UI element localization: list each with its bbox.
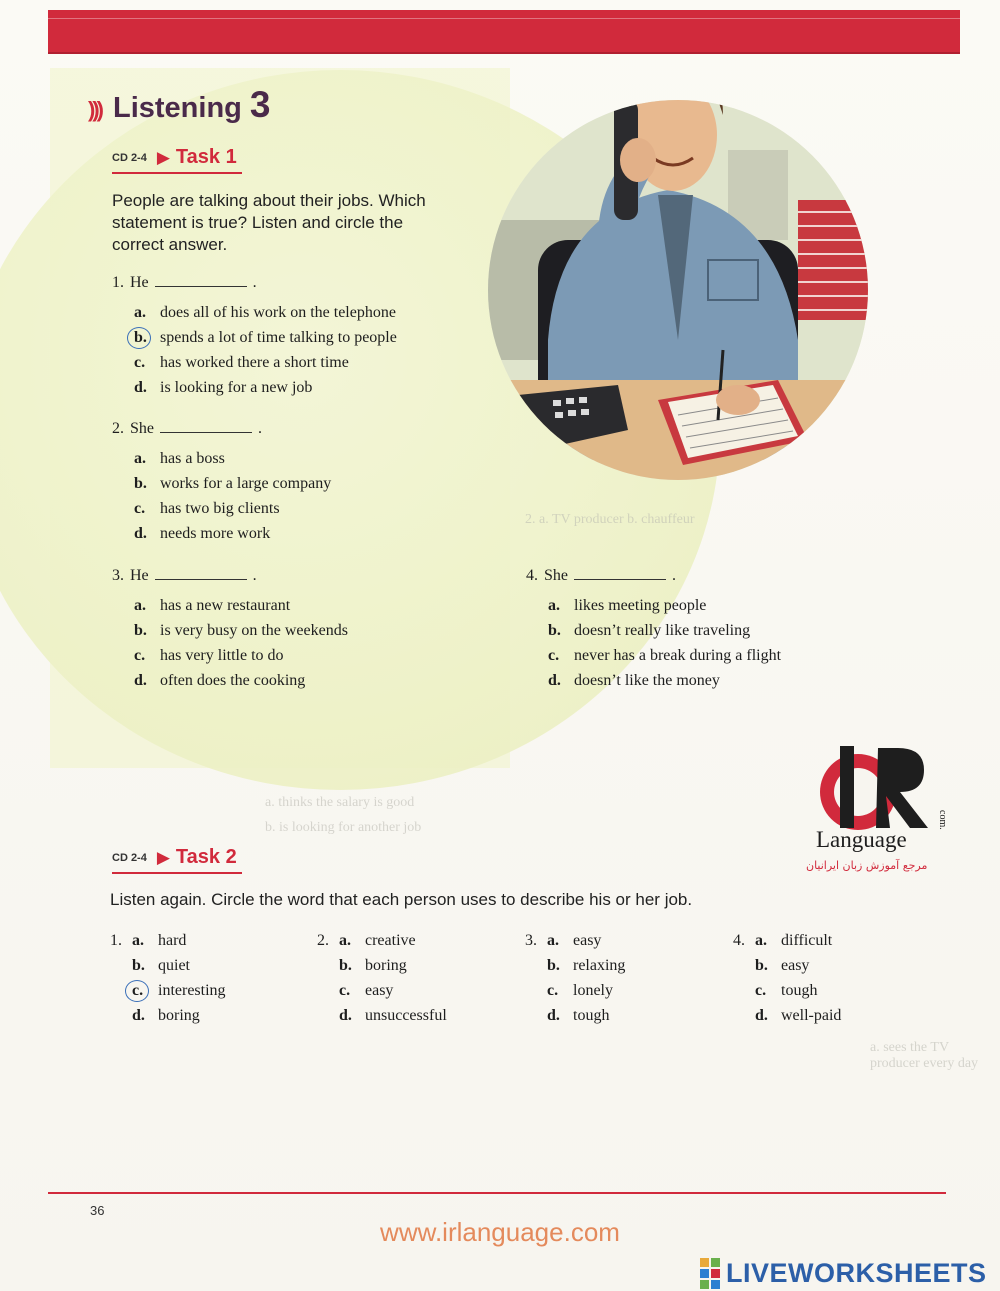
ghost-text-line: a. sees the TV producer every day [870,1040,979,1071]
word-option-1d[interactable] [110,1007,226,1032]
option-text: has a new restaurant [160,597,291,614]
option-letter-circled: b. [134,329,160,347]
option-letter: d. [339,1007,352,1024]
option-letter: a. [755,932,767,949]
word-option-3a[interactable] [525,932,625,957]
word-option-1a[interactable] [110,932,226,957]
play-arrow-icon: ▶ [156,847,170,867]
option-text: needs more work [160,525,271,542]
option-text: unsuccessful [365,1007,447,1024]
option-text: easy [573,932,602,949]
option-4c[interactable] [526,647,781,672]
group-number: 4. [733,932,745,949]
option-letter: c. [134,647,146,664]
ghost-text-line: b. is looking for another job [265,820,422,835]
option-letter: d. [132,1007,145,1024]
logo-language-word: Language [816,827,907,852]
option-text: is looking for a new job [160,379,313,396]
option-3d[interactable] [112,672,348,697]
option-letter: d. [547,1007,560,1024]
word-option-3c[interactable] [525,982,625,1007]
option-4b[interactable] [526,622,781,647]
option-letter: b. [134,475,147,492]
question-4 [526,567,781,697]
book-stack [798,200,878,320]
option-letter: b. [134,622,147,639]
option-letter: a. [134,597,146,614]
word-group-4 [733,932,841,1032]
stem-end: . [252,274,257,291]
word-option-4a[interactable] [733,932,841,957]
option-text: never has a break during a flight [574,647,782,664]
question-number: 3. [112,567,124,584]
question-number: 1. [112,274,124,291]
option-text: has two big clients [160,500,280,517]
option-letter: c. [134,500,146,517]
option-letter-circled: c. [132,982,158,1000]
question-1 [112,274,397,404]
option-letter: c. [548,647,560,664]
question-3 [112,567,348,697]
option-text: quiet [158,957,190,974]
task2-label: Task 2 [175,846,237,868]
option-letter: b. [755,957,768,974]
question-number: 2. [112,420,124,437]
option-4d[interactable] [526,672,781,697]
task2-heading [112,846,237,869]
page-number: 36 [90,1203,105,1218]
word-option-2d[interactable] [317,1007,447,1032]
option-text: easy [781,957,810,974]
option-letter: a. [134,450,146,467]
option-text: difficult [781,932,833,949]
word-option-4b[interactable] [733,957,841,982]
option-letter: a. [547,932,559,949]
option-1b[interactable] [112,329,397,354]
question-number: 4. [526,567,538,584]
option-text: tough [781,982,818,999]
option-letter: d. [134,672,147,689]
liveworksheets-brand[interactable] [700,1258,987,1289]
word-group-1 [110,932,226,1032]
task2-underline [112,872,242,874]
answer-blank[interactable] [160,420,252,433]
footer-rule [48,1192,946,1194]
task2-instructions: Listen again. Circle the word that each person uses to describe his or her job. [110,890,693,909]
option-letter: b. [339,957,352,974]
option-text: has worked there a short time [160,354,349,371]
cd-track-label: CD 2-4 [112,851,147,864]
option-letter: d. [755,1007,768,1024]
logo-persian-tagline: مرجع آموزش زبان ایرانیان [806,859,928,872]
option-text: often does the cooking [160,672,306,689]
task1-label: Task 1 [175,146,237,168]
option-text: well-paid [781,1007,842,1024]
option-text: interesting [158,982,226,999]
group-number: 3. [525,932,537,949]
question-subject: She [130,420,154,437]
answer-blank[interactable] [155,567,247,580]
option-3c[interactable] [112,647,348,672]
word-option-3b[interactable] [525,957,625,982]
question-subject: She [544,567,568,584]
option-text: doesn’t really like traveling [574,622,751,639]
option-text: relaxing [573,957,626,974]
option-text: likes meeting people [574,597,707,614]
group-number: 2. [317,932,329,949]
option-2c[interactable] [112,500,331,525]
option-letter: a. [134,304,146,321]
word-group-2 [317,932,447,1032]
word-option-2c[interactable] [317,982,447,1007]
option-letter: b. [547,957,560,974]
liveworksheets-logo-icon [700,1258,720,1289]
option-text: creative [365,932,416,949]
stem-end: . [252,567,257,584]
question-subject: He [130,567,149,584]
option-1c[interactable] [112,354,397,379]
option-4a[interactable] [526,597,781,622]
option-letter: a. [548,597,560,614]
option-text: spends a lot of time talking to people [160,329,397,346]
stem-end: . [672,567,676,584]
office-worker-illustration [478,40,918,500]
website-link[interactable]: www.irlanguage.com [380,1217,620,1247]
option-2a[interactable] [112,450,331,475]
option-text: tough [573,1007,610,1024]
option-letter: c. [547,982,559,999]
word-option-4c[interactable] [733,982,841,1007]
stem-end: . [258,420,262,437]
cd-track-label: CD 2-4 [112,151,147,164]
sound-waves-icon: ))) [88,97,101,122]
word-option-1b[interactable] [110,957,226,982]
option-letter: b. [548,622,561,639]
option-text: easy [365,982,394,999]
option-text: lonely [573,982,613,999]
logo-domain: com. [937,810,948,830]
option-letter: c. [134,354,146,371]
answer-blank[interactable] [155,274,247,287]
option-text: boring [365,957,407,974]
title-number: 3 [249,84,271,125]
option-text: has a boss [160,450,225,467]
word-option-3d[interactable] [525,1007,625,1032]
option-3a[interactable] [112,597,348,622]
liveworksheets-wordmark: LIVEWORKSHEETS [726,1258,987,1288]
option-2b[interactable] [112,475,331,500]
option-text: is very busy on the weekends [160,622,348,639]
play-arrow-icon: ▶ [156,147,170,167]
word-option-2b[interactable] [317,957,447,982]
task1-heading [112,146,237,169]
option-letter: d. [134,379,147,396]
option-3b[interactable] [112,622,348,647]
option-text: boring [158,1007,200,1024]
task1-underline [112,172,242,174]
option-1d[interactable] [112,379,397,404]
title-word: Listening [112,92,242,124]
option-2d[interactable] [112,525,331,550]
option-letter: c. [339,982,351,999]
option-text: does all of his work on the telephone [160,304,396,321]
ghost-text-line: 2. a. TV producer b. chauffeur [525,512,695,527]
option-letter: d. [548,672,561,689]
option-letter: a. [339,932,351,949]
option-1a[interactable] [112,304,397,329]
ghost-text-line: a. thinks the salary is good [265,795,415,810]
option-letter: a. [132,932,144,949]
word-option-2a[interactable] [317,932,447,957]
question-2 [112,420,331,550]
option-text: works for a large company [160,475,332,492]
word-group-3 [525,932,625,1032]
task1-instructions: People are talking about their jobs. Which statement is true? Listen and circle the correct answer. [112,191,426,254]
group-number: 1. [110,932,122,949]
option-text: has very little to do [160,647,284,664]
answer-blank[interactable] [574,567,666,580]
page-title [88,84,270,126]
word-option-4d[interactable] [733,1007,841,1032]
option-letter: c. [755,982,767,999]
option-text: doesn’t like the money [574,672,720,689]
option-text: hard [158,932,187,949]
option-letter: d. [134,525,147,542]
word-option-1c[interactable] [110,982,226,1007]
option-letter: b. [132,957,145,974]
question-subject: He [130,274,149,291]
